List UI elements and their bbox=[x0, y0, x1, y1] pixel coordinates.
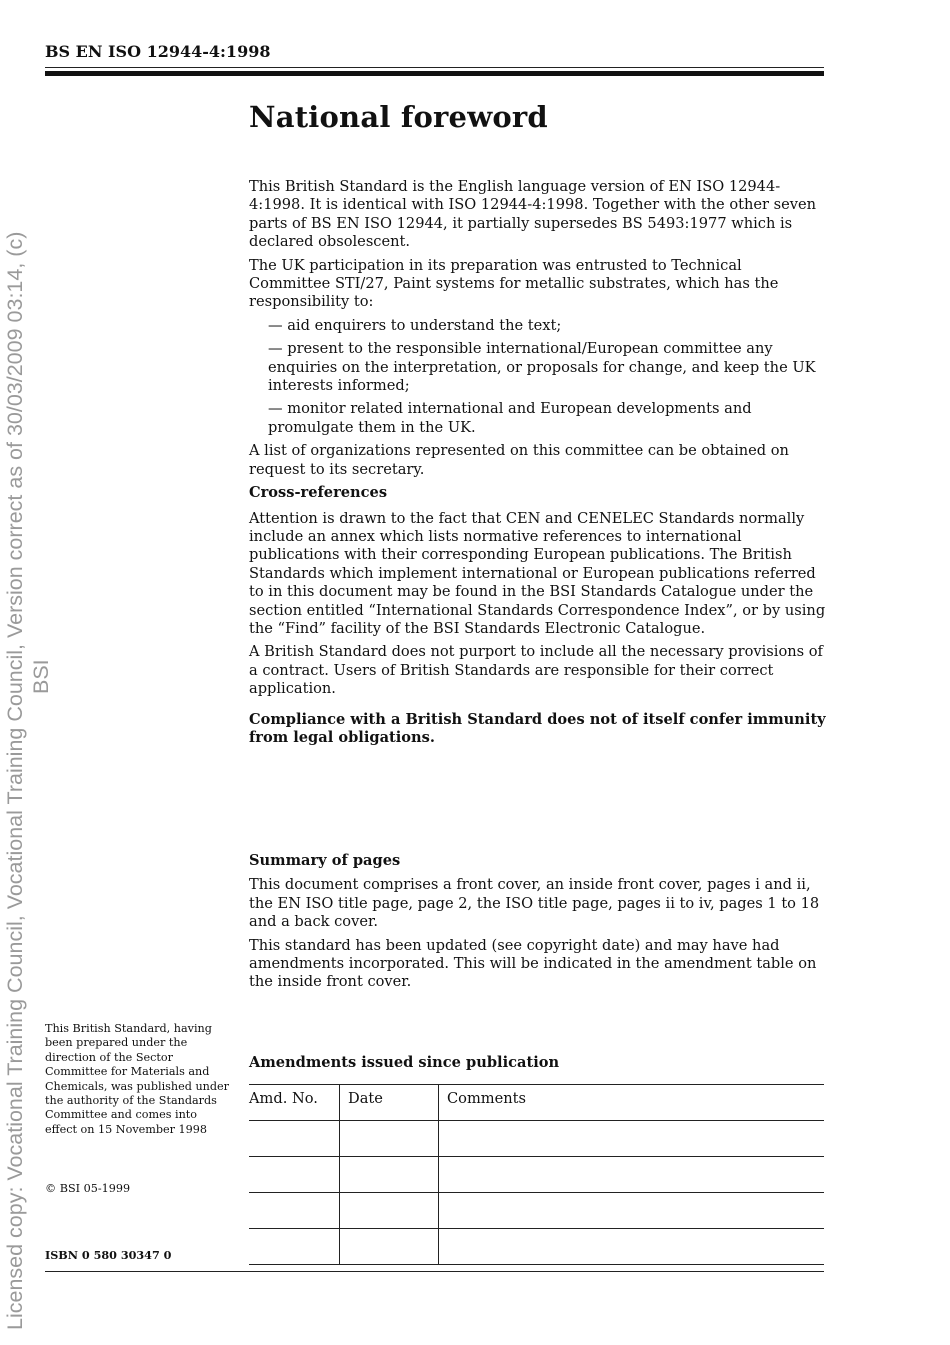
paragraph-organizations: A list of organizations represented on this committee can be obtained on request to its secretary. bbox=[249, 442, 789, 478]
isbn: ISBN 0 580 30347 0 bbox=[45, 1248, 172, 1262]
summary-heading: Summary of pages bbox=[249, 852, 401, 869]
paragraph-committee: The UK participation in its preparation was entrusted to Technical Committee STI/27, Paint systems for metallic substrates, which has the responsibility to: bbox=[249, 256, 779, 311]
column-header-amd-no: Amd. No. bbox=[249, 1085, 340, 1121]
foreword-body bbox=[249, 178, 827, 752]
header-rule-thin bbox=[45, 67, 824, 68]
table-row bbox=[249, 1121, 824, 1157]
column-header-comments: Comments bbox=[439, 1085, 825, 1121]
column-header-date: Date bbox=[340, 1085, 439, 1121]
list-item: — present to the responsible international/European committee any enquiries on the interpretation, or proposals for change, and keep the UK interests informed; bbox=[268, 340, 816, 395]
cross-references-heading: Cross-references bbox=[249, 484, 388, 502]
paragraph-provisions: A British Standard does not purport to include all the necessary provisions of a contract. Users of British Standards are responsible for their correct application. bbox=[249, 643, 823, 698]
license-watermark bbox=[2, 0, 53, 1330]
page-title: National foreword bbox=[249, 100, 548, 134]
paragraph-scope: This British Standard is the English language version of EN ISO 12944-4:1998. It is identical with ISO 12944-4:1998. Together with the other seven parts of BS EN ISO 12944, it partially supersedes BS 5493:1977 which is declared obsolescent. bbox=[249, 178, 817, 251]
copyright-notice: © BSI 05-1999 bbox=[45, 1182, 131, 1195]
header-rule-thick bbox=[45, 71, 824, 76]
publication-note: This British Standard, having been prepared under the direction of the Sector Committee for Materials and Chemicals, was published under the authority of the Standards Committee and comes into effect on 15 November 1998 bbox=[45, 1022, 229, 1136]
watermark-line-1: Licensed copy: Vocational Training Council, Vocational Training Council, Version correct as of 30/03/2009 03:14, (c) bbox=[3, 231, 27, 1330]
summary-paragraph-updates: This standard has been updated (see copyright date) and may have had amendments incorporated. This will be indicated in the amendment table on the inside front cover. bbox=[249, 936, 817, 991]
amendments-heading: Amendments issued since publication bbox=[249, 1054, 560, 1071]
list-item: — monitor related international and European developments and promulgate them in the UK. bbox=[268, 400, 752, 436]
table-row bbox=[249, 1157, 824, 1193]
amendments-table bbox=[249, 1084, 824, 1265]
summary-paragraph-contents: This document comprises a front cover, an inside front cover, pages i and ii, the EN ISO title page, page 2, the ISO title page, pages ii to iv, pages 1 to 18 and a back cover. bbox=[249, 876, 820, 931]
watermark-line-2: BSI bbox=[29, 659, 53, 694]
table-header-row bbox=[249, 1085, 824, 1121]
paragraph-cross-references: Attention is drawn to the fact that CEN and CENELEC Standards normally include an annex which lists normative references to international publications with their corresponding European publications. The British Standards which implement international or European publications referred to in this document may be found in the BSI Standards Catalogue under the section entitled “International Standards Correspondence Index”, or by using the “Find” facility of the BSI Standards Electronic Catalogue. bbox=[249, 509, 826, 637]
table-row bbox=[249, 1229, 824, 1265]
summary-of-pages bbox=[249, 852, 827, 997]
compliance-statement: Compliance with a British Standard does not of itself confer immunity from legal obligations. bbox=[249, 710, 826, 746]
document-id: BS EN ISO 12944-4:1998 bbox=[45, 42, 271, 61]
footer-rule bbox=[45, 1271, 824, 1272]
table-row bbox=[249, 1193, 824, 1229]
list-item: — aid enquirers to understand the text; bbox=[268, 316, 562, 334]
responsibility-list bbox=[249, 317, 827, 437]
